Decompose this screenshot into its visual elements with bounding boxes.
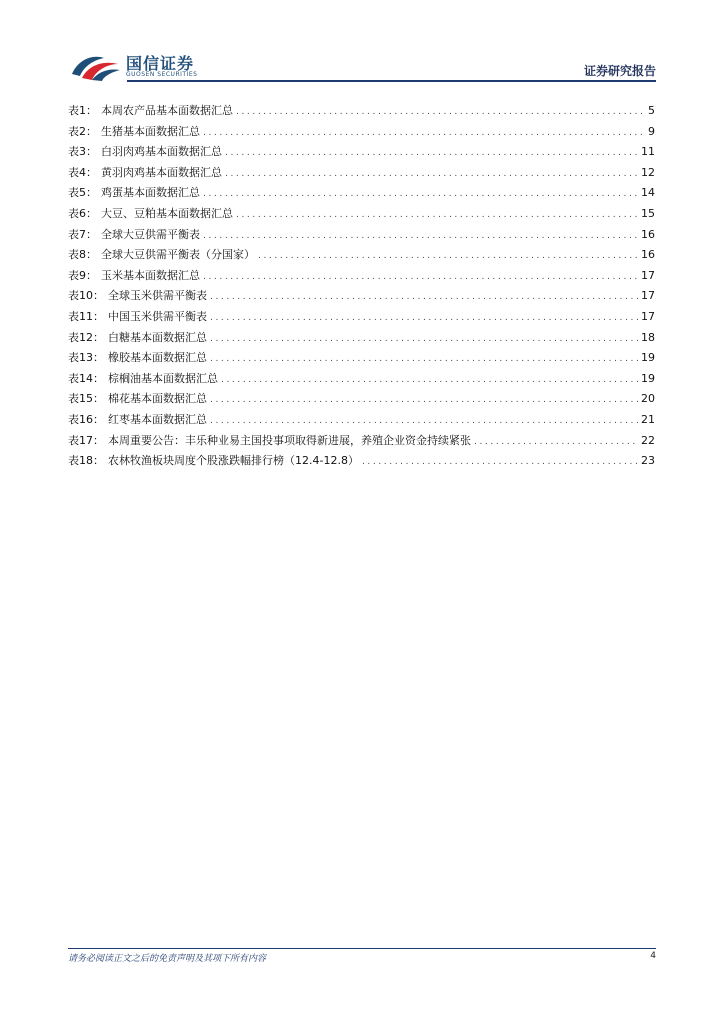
toc-leader-dots — [225, 143, 638, 164]
toc-entry-label: 表5： — [68, 186, 97, 200]
toc-entry[interactable] — [68, 163, 655, 184]
toc-entry-page: 16 — [641, 248, 655, 262]
toc-entry[interactable] — [68, 286, 655, 307]
toc-entry-title: 玉米基本面数据汇总 — [101, 268, 200, 282]
toc-entry-title: 红枣基本面数据汇总 — [108, 412, 207, 426]
toc-entry[interactable] — [68, 410, 655, 431]
toc-entry-label: 表9： — [68, 268, 97, 282]
toc-entry-title: 白羽肉鸡基本面数据汇总 — [101, 145, 222, 159]
toc-entry-title: 白糖基本面数据汇总 — [108, 330, 207, 344]
toc-entry-page: 16 — [641, 227, 655, 241]
toc-entry-page: 19 — [641, 351, 655, 365]
toc-entry-label: 表17： — [68, 433, 104, 447]
toc-entry-label: 表15： — [68, 392, 104, 406]
toc-entry-page: 23 — [641, 454, 655, 468]
toc-leader-dots — [362, 452, 638, 473]
toc-leader-dots — [225, 164, 638, 185]
toc-entry[interactable] — [68, 451, 655, 472]
toc-entry-title: 鸡蛋基本面数据汇总 — [101, 186, 200, 200]
toc-entry-title: 本周农产品基本面数据汇总 — [101, 104, 233, 117]
toc-entry-page: 22 — [641, 433, 655, 447]
toc-entry[interactable] — [68, 389, 655, 410]
toc-entry[interactable] — [68, 122, 655, 143]
toc-entry[interactable] — [68, 266, 655, 287]
toc-entry-title: 全球大豆供需平衡表 — [101, 227, 200, 241]
report-type-label: 证券研究报告 — [583, 64, 656, 78]
toc-entry-page: 21 — [641, 412, 655, 426]
toc-entry[interactable] — [68, 101, 655, 122]
toc-entry-title: 农林牧渔板块周度个股涨跌幅排行榜（12.4-12.8） — [108, 454, 359, 468]
page-header — [0, 0, 724, 90]
toc-entry[interactable] — [68, 245, 655, 266]
toc-entry[interactable] — [68, 369, 655, 390]
toc-entry-label: 表13： — [68, 351, 104, 365]
toc-entry-title: 中国玉米供需平衡表 — [108, 309, 207, 323]
toc-entry-page: 5 — [648, 104, 655, 117]
footer-disclaimer: 请务必阅读正文之后的免责声明及其项下所有内容 — [68, 954, 267, 964]
footer-divider — [68, 948, 656, 949]
table-list — [68, 101, 655, 472]
toc-entry-label: 表16： — [68, 412, 104, 426]
toc-entry[interactable] — [68, 142, 655, 163]
toc-leader-dots — [210, 411, 638, 432]
toc-entry-label: 表2： — [68, 124, 97, 138]
toc-leader-dots — [210, 308, 638, 329]
toc-entry[interactable] — [68, 204, 655, 225]
toc-entry-page: 20 — [641, 392, 655, 406]
toc-entry-label: 表1： — [68, 104, 97, 117]
page-number: 4 — [650, 951, 656, 961]
toc-entry-title: 橡胶基本面数据汇总 — [108, 351, 207, 365]
toc-leader-dots — [474, 432, 638, 453]
toc-entry-title: 本周重要公告：丰乐种业易主国投事项取得新进展，养殖企业资金持续紧张 — [108, 433, 471, 447]
header-divider — [127, 80, 656, 82]
toc-entry-label: 表18： — [68, 454, 104, 468]
toc-leader-dots — [210, 349, 638, 370]
toc-leader-dots — [203, 123, 645, 144]
toc-entry-title: 黄羽肉鸡基本面数据汇总 — [101, 165, 222, 179]
toc-leader-dots — [210, 329, 638, 350]
toc-entry[interactable] — [68, 183, 655, 204]
toc-leader-dots — [203, 267, 638, 288]
toc-entry-label: 表10： — [68, 289, 104, 303]
toc-entry-page: 12 — [641, 165, 655, 179]
toc-entry[interactable] — [68, 348, 655, 369]
toc-entry-page: 17 — [641, 289, 655, 303]
toc-leader-dots — [236, 205, 638, 226]
toc-leader-dots — [210, 287, 638, 308]
brand-name-en: GUOSEN SECURITIES — [126, 71, 198, 78]
toc-entry-label: 表4： — [68, 165, 97, 179]
toc-entry-page: 9 — [648, 124, 655, 138]
toc-entry-label: 表7： — [68, 227, 97, 241]
toc-leader-dots — [221, 370, 638, 391]
toc-entry-label: 表11： — [68, 309, 104, 323]
toc-entry-page: 11 — [641, 145, 655, 159]
toc-entry[interactable] — [68, 328, 655, 349]
toc-entry-page: 18 — [641, 330, 655, 344]
toc-leader-dots — [258, 246, 638, 267]
toc-entry-label: 表6： — [68, 206, 97, 220]
toc-entry-label: 表3： — [68, 145, 97, 159]
toc-entry[interactable] — [68, 307, 655, 328]
toc-entry-page: 15 — [641, 206, 655, 220]
toc-entry-page: 17 — [641, 268, 655, 282]
toc-entry-label: 表14： — [68, 371, 104, 385]
toc-entry-page: 19 — [641, 371, 655, 385]
toc-entry[interactable] — [68, 225, 655, 246]
toc-entry-title: 棕榈油基本面数据汇总 — [108, 371, 218, 385]
toc-entry-page: 14 — [641, 186, 655, 200]
guosen-logo-icon — [70, 52, 122, 82]
toc-entry[interactable] — [68, 431, 655, 452]
toc-entry-title: 棉花基本面数据汇总 — [108, 392, 207, 406]
brand-name-cn: 国信证券 — [126, 54, 195, 73]
toc-entry-title: 全球玉米供需平衡表 — [108, 289, 207, 303]
toc-entry-title: 全球大豆供需平衡表（分国家） — [101, 248, 255, 262]
toc-leader-dots — [203, 226, 638, 247]
toc-leader-dots — [210, 390, 638, 411]
toc-entry-label: 表8： — [68, 248, 97, 262]
toc-leader-dots — [236, 102, 645, 123]
toc-entry-title: 生猪基本面数据汇总 — [101, 124, 200, 138]
toc-entry-title: 大豆、豆粕基本面数据汇总 — [101, 206, 233, 220]
toc-leader-dots — [203, 184, 638, 205]
toc-entry-page: 17 — [641, 309, 655, 323]
toc-entry-label: 表12： — [68, 330, 104, 344]
